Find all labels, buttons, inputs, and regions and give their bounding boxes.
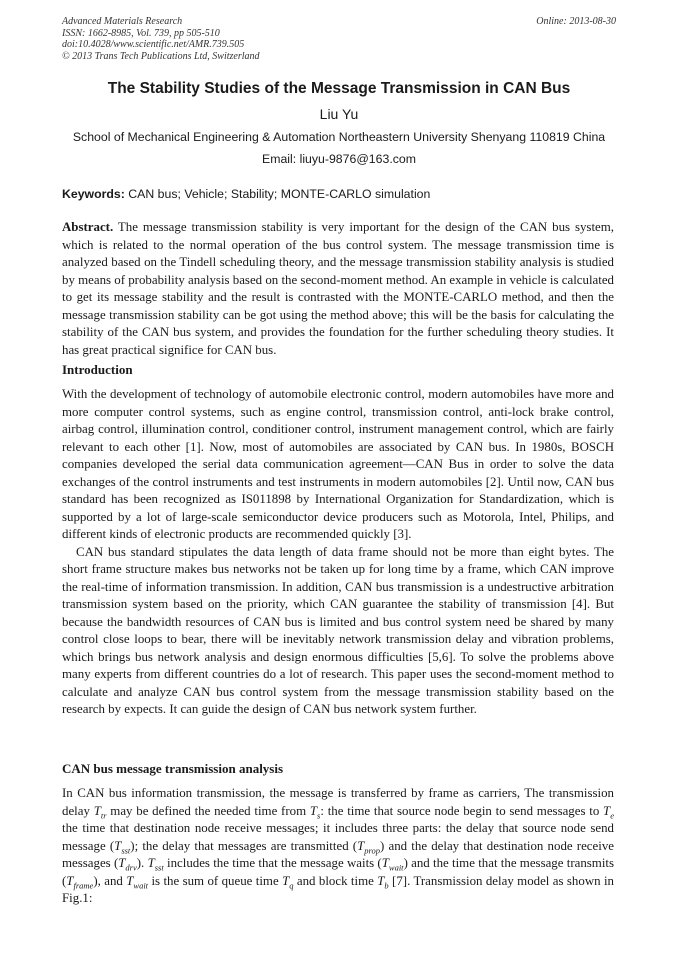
intro-paragraph-1: With the development of technology of automobile electronic control, modern automobiles have more and more computer control systems, such as engine control, transmission control, anti-lock brake control, airbag control, illumination control, conditioner control, instrument management control, which are fairly relevant to each other [1]. Now, most of automobiles are associated by CAN bus. In 1980s, BOSCH companies developed the serial data communication agreement—CAN Bus in order to solve the data exchanges of the control instruments and test instruments in modern automobiles [2]. Until now, CAN bus standard has been recognized as IS011898 by International Organization for Standardization, which is supported by a lot of large-scale semiconductor device producers such as Motorola, Intel, Philips, and different kinds of electronic products are recommended quickly [3]. <box>62 387 614 541</box>
intro-paragraph-2: CAN bus standard stipulates the data length of data frame should not be more than eight bytes. The short frame structure makes bus networks not be taken up for long time by a frame, which CAN improve the real-time of information transmission. In addition, CAN bus transmission is a undestructive arbitration transmission system based on the priority, which CAN guarantee the stability of transmission [4]. But because the bandwidth resources of CAN bus is limited and bus control system need be shared by many control close loops to bear, there will be inevitably network transmission delay and vibration problems, which brings bus network analysis and design enormous difficulties [5,6]. To solve the problems above many experts from different countries do a lot of research. This paper uses the second-moment method to calculate and analyze CAN bus control system from the message transmission stability based on the research by expects. It can guide the design of CAN bus network system further. <box>62 544 614 716</box>
section-heading-introduction: Introduction <box>62 362 133 377</box>
abstract-label: Abstract. <box>62 220 114 234</box>
can-analysis-body <box>62 785 614 908</box>
keywords-text: CAN bus; Vehicle; Stability; MONTE-CARLO simulation <box>128 187 431 201</box>
online-date: Online: 2013-08-30 <box>536 16 616 27</box>
journal-name: Advanced Materials Research <box>62 16 183 27</box>
abstract-text: The message transmission stability is very important for the design of the CAN bus system, which is related to the normal operation of the bus control system. The message transmission time is analyzed based on the Tindell scheduling theory, and the message transmission stability analysis is studied by means of probability analysis based on the second-moment method. An example in vehicle is calculated to get its message stability and the result is contrasted with the MONTE-CARLO method, and then the message transmission stability can be got using the method above; this will be the basis for calculating the stability of the CAN bus system, and provides the foundation for the further scheduling theory studies. It has great practical significe for CAN bus. <box>62 220 614 357</box>
doi-line: doi:10.4028/www.scientific.net/AMR.739.505 <box>62 39 245 50</box>
paper-title: The Stability Studies of the Message Transmission in CAN Bus <box>107 80 571 97</box>
section-heading-can-analysis: CAN bus message transmission analysis <box>62 761 284 776</box>
author-affiliation: School of Mechanical Engineering & Automation Northeastern University Shenyang 110819 China <box>72 130 606 144</box>
author-email: Email: liuyu-9876@163.com <box>262 152 416 166</box>
abstract <box>62 219 614 359</box>
can-paragraph-1: In CAN bus information transmission, the message is transferred by frame as carriers, The transmission delay $T_{tr}$ may be defined the needed time from $T_s$: the time that source node begin to send messages to $T_e$ the time that destination node receive messages; it includes three parts: the delay that source node send message $(T_{sst})$; the delay that messages are transmitted $(T_{prop})$ and the delay that destination node receive messages $(T_{drv})$. $T_{sst}$ includes the time that the message waits $(T_{wait})$ and the time that the message transmits $(T_{frame})$, and $T_{wait}$ is the sum of queue time $T_q$ and block time $T_b$ [7]. Transmission delay model as shown in Fig.1: <box>62 786 615 905</box>
keywords-line <box>62 187 430 201</box>
paper-author: Liu Yu <box>319 106 359 122</box>
copyright-line: © 2013 Trans Tech Publications Ltd, Switzerland <box>62 50 260 62</box>
keywords-label: Keywords: <box>62 187 125 201</box>
introduction-body <box>62 386 614 719</box>
journal-header <box>62 16 260 62</box>
issn-line: ISSN: 1662-8985, Vol. 739, pp 505-510 <box>62 27 220 39</box>
